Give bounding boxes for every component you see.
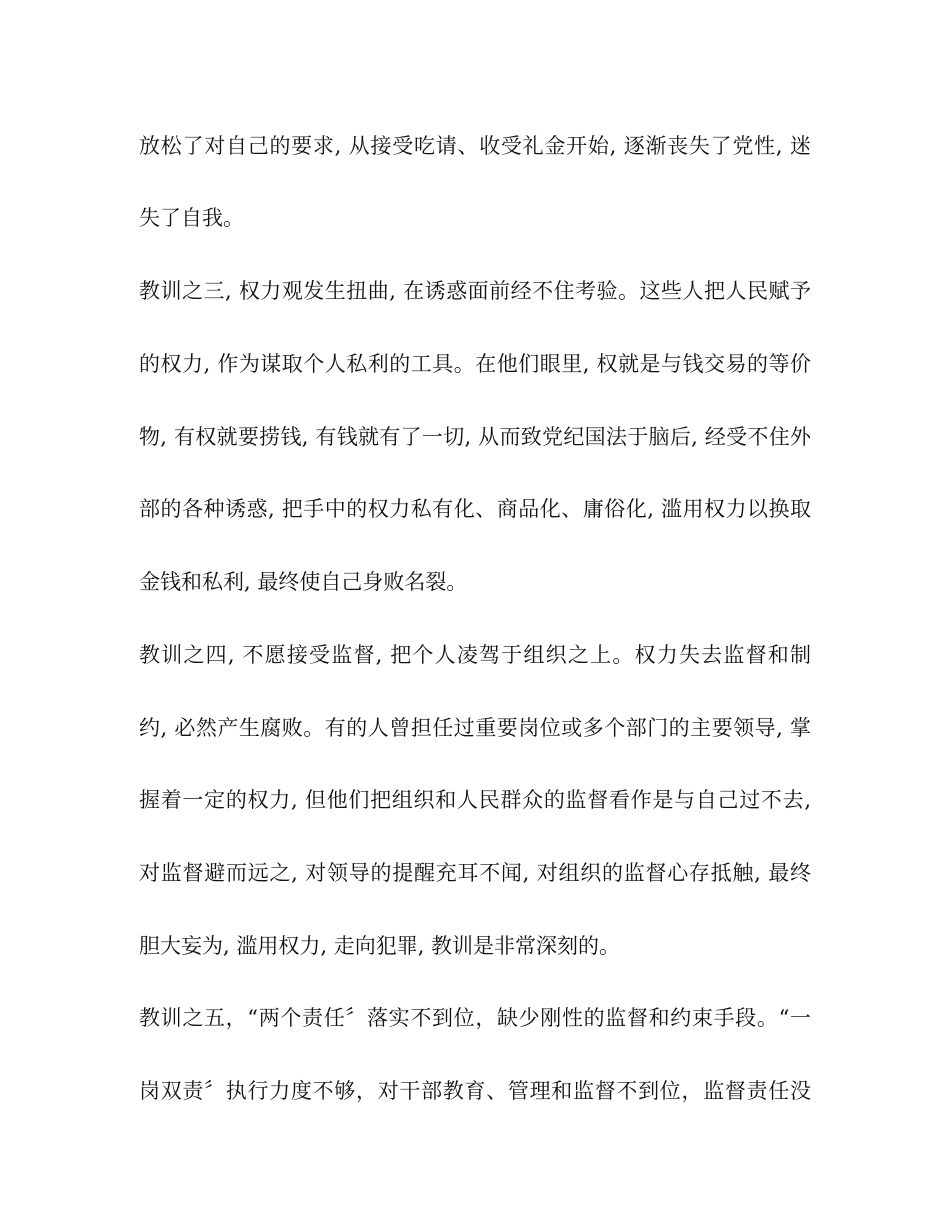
text-line: 金钱和私利, 最终使自己身败名裂。	[139, 570, 468, 594]
text-line: 的权力, 作为谋取个人私利的工具。在他们眼里, 权就是与钱交易的等价	[139, 352, 811, 376]
text-line: 物, 有权就要捞钱, 有钱就有了一切, 从而致党纪国法于脑后, 经受不住外	[139, 425, 811, 449]
text-line: 失了自我。	[139, 206, 244, 230]
text-line: 对监督避而远之, 对领导的提醒充耳不闻, 对组织的监督心存抵触, 最终	[139, 861, 811, 885]
text-line: 约, 必然产生腐败。有的人曾担任过重要岗位或多个部门的主要领导, 掌	[139, 716, 811, 740]
text-line: 部的各种诱惑, 把手中的权力私有化、商品化、庸俗化, 滥用权力以换取	[139, 497, 811, 521]
text-line: 岗双责〞执行力度不够，对干部教育、管理和监督不到位，监督责任没	[139, 1079, 811, 1103]
text-line: 教训之四, 不愿接受监督, 把个人凌驾于组织之上。权力失去监督和制	[139, 643, 811, 667]
text-line: 握着一定的权力, 但他们把组织和人民群众的监督看作是与自己过不去,	[139, 788, 811, 812]
text-line: 教训之五，“两个责任〞落实不到位，缺少刚性的监督和约束手段。“一	[139, 1006, 811, 1030]
text-line: 放松了对自己的要求, 从接受吃请、收受礼金开始, 逐渐丧失了党性, 迷	[139, 134, 811, 158]
text-line: 教训之三, 权力观发生扭曲, 在诱惑面前经不住考验。这些人把人民赋予	[139, 279, 811, 303]
text-line: 胆大妄为, 滥用权力, 走向犯罪, 教训是非常深刻的。	[139, 934, 621, 958]
